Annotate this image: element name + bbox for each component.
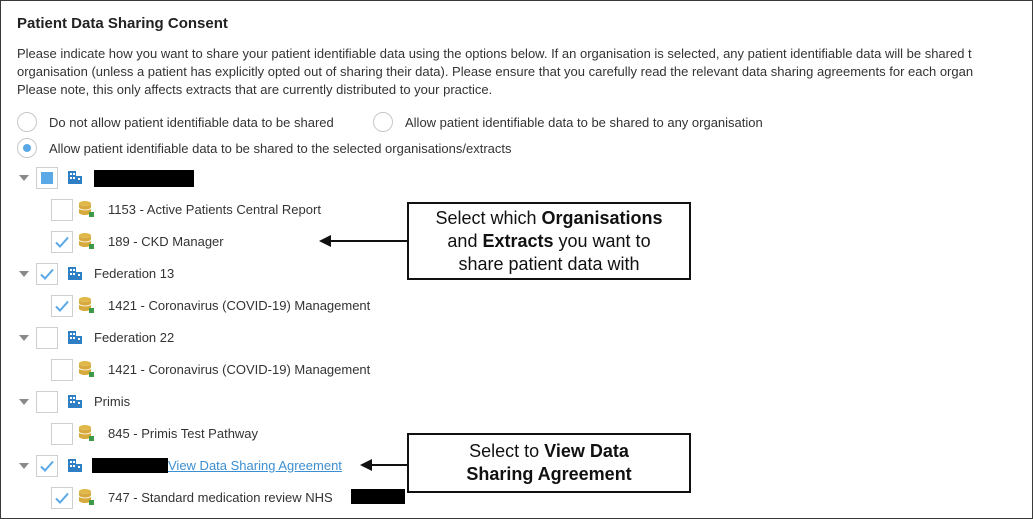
building-icon <box>67 169 83 185</box>
option-none-radio[interactable] <box>17 112 37 132</box>
option-none[interactable] <box>17 112 334 132</box>
database-icon <box>77 232 95 250</box>
extract-checkbox-1421[interactable] <box>51 295 73 317</box>
description-line: organisation (unless a patient has explicitly opted out of sharing their data). Please ensure that you carefully read the relevant data sharing agreements for each organ <box>17 64 974 79</box>
extract-checkbox-1153[interactable] <box>51 199 73 221</box>
org-label-federation-13: Federation 13 <box>94 266 175 281</box>
option-selected-radio[interactable] <box>17 138 37 158</box>
option-selected[interactable] <box>17 138 512 158</box>
database-icon <box>77 200 95 218</box>
database-icon <box>77 296 95 314</box>
page-title: Patient Data Sharing Consent <box>17 15 228 32</box>
callout-view-agreement: Select to View Data Sharing Agreement <box>407 433 691 493</box>
description-line: Please indicate how you want to share your patient identifiable data using the options below. If an organisation is selected, any patient identifiable data will be shared t <box>17 46 972 61</box>
checkmark-icon <box>54 490 70 506</box>
option-selected-label: Allow patient identifiable data to be shared to the selected organisations/extracts <box>49 140 512 156</box>
building-icon <box>67 393 83 409</box>
org-label-primis: Primis <box>94 394 131 409</box>
expand-caret-icon[interactable] <box>19 335 29 341</box>
option-any-radio[interactable] <box>373 112 393 132</box>
extract-label-1153: 1153 - Active Patients Central Report <box>108 202 321 217</box>
redacted-org-name <box>92 458 168 473</box>
redacted-org-name <box>94 170 194 187</box>
option-any[interactable] <box>373 112 763 132</box>
checkmark-icon <box>39 266 55 282</box>
option-any-label: Allow patient identifiable data to be shared to any organisation <box>405 114 763 130</box>
expand-caret-icon[interactable] <box>19 271 29 277</box>
description-line: Please note, this only affects extracts that are currently distributed to your practice. <box>17 82 493 97</box>
extract-label-1421: 1421 - Coronavirus (COVID-19) Management <box>108 362 371 377</box>
extract-checkbox-1421[interactable] <box>51 359 73 381</box>
extract-label-845: 845 - Primis Test Pathway <box>108 426 259 441</box>
org-checkbox-federation-13[interactable] <box>36 263 58 285</box>
checkmark-icon <box>39 458 55 474</box>
callout-arrow-icon <box>317 233 409 249</box>
org-checkbox-5[interactable] <box>36 455 58 477</box>
checkmark-icon <box>54 234 70 250</box>
building-icon <box>67 329 83 345</box>
database-icon <box>77 488 95 506</box>
expand-caret-icon[interactable] <box>19 463 29 469</box>
extract-checkbox-845[interactable] <box>51 423 73 445</box>
callout-arrow-icon <box>358 457 409 473</box>
database-icon <box>77 360 95 378</box>
extract-checkbox-189[interactable] <box>51 231 73 253</box>
org-checkbox-primis[interactable] <box>36 391 58 413</box>
redacted-text <box>351 489 405 504</box>
extract-label-747: 747 - Standard medication review NHS <box>108 490 333 505</box>
org-label-federation-22: Federation 22 <box>94 330 175 345</box>
org-checkbox-federation-22[interactable] <box>36 327 58 349</box>
checkmark-icon <box>54 298 70 314</box>
description <box>17 45 1033 99</box>
option-none-label: Do not allow patient identifiable data to be shared <box>49 114 334 130</box>
extract-label-1421: 1421 - Coronavirus (COVID-19) Management <box>108 298 371 313</box>
expand-caret-icon[interactable] <box>19 399 29 405</box>
extract-label-189: 189 - CKD Manager <box>108 234 224 249</box>
org-checkbox-1[interactable] <box>36 167 58 189</box>
expand-caret-icon[interactable] <box>19 175 29 181</box>
database-icon <box>77 424 95 442</box>
view-data-sharing-agreement-link[interactable]: View Data Sharing Agreement <box>168 458 342 473</box>
building-icon <box>67 265 83 281</box>
extract-checkbox-747[interactable] <box>51 487 73 509</box>
callout-select-extracts: Select which Organisations and Extracts you want to share patient data with <box>407 202 691 280</box>
building-icon <box>67 457 83 473</box>
